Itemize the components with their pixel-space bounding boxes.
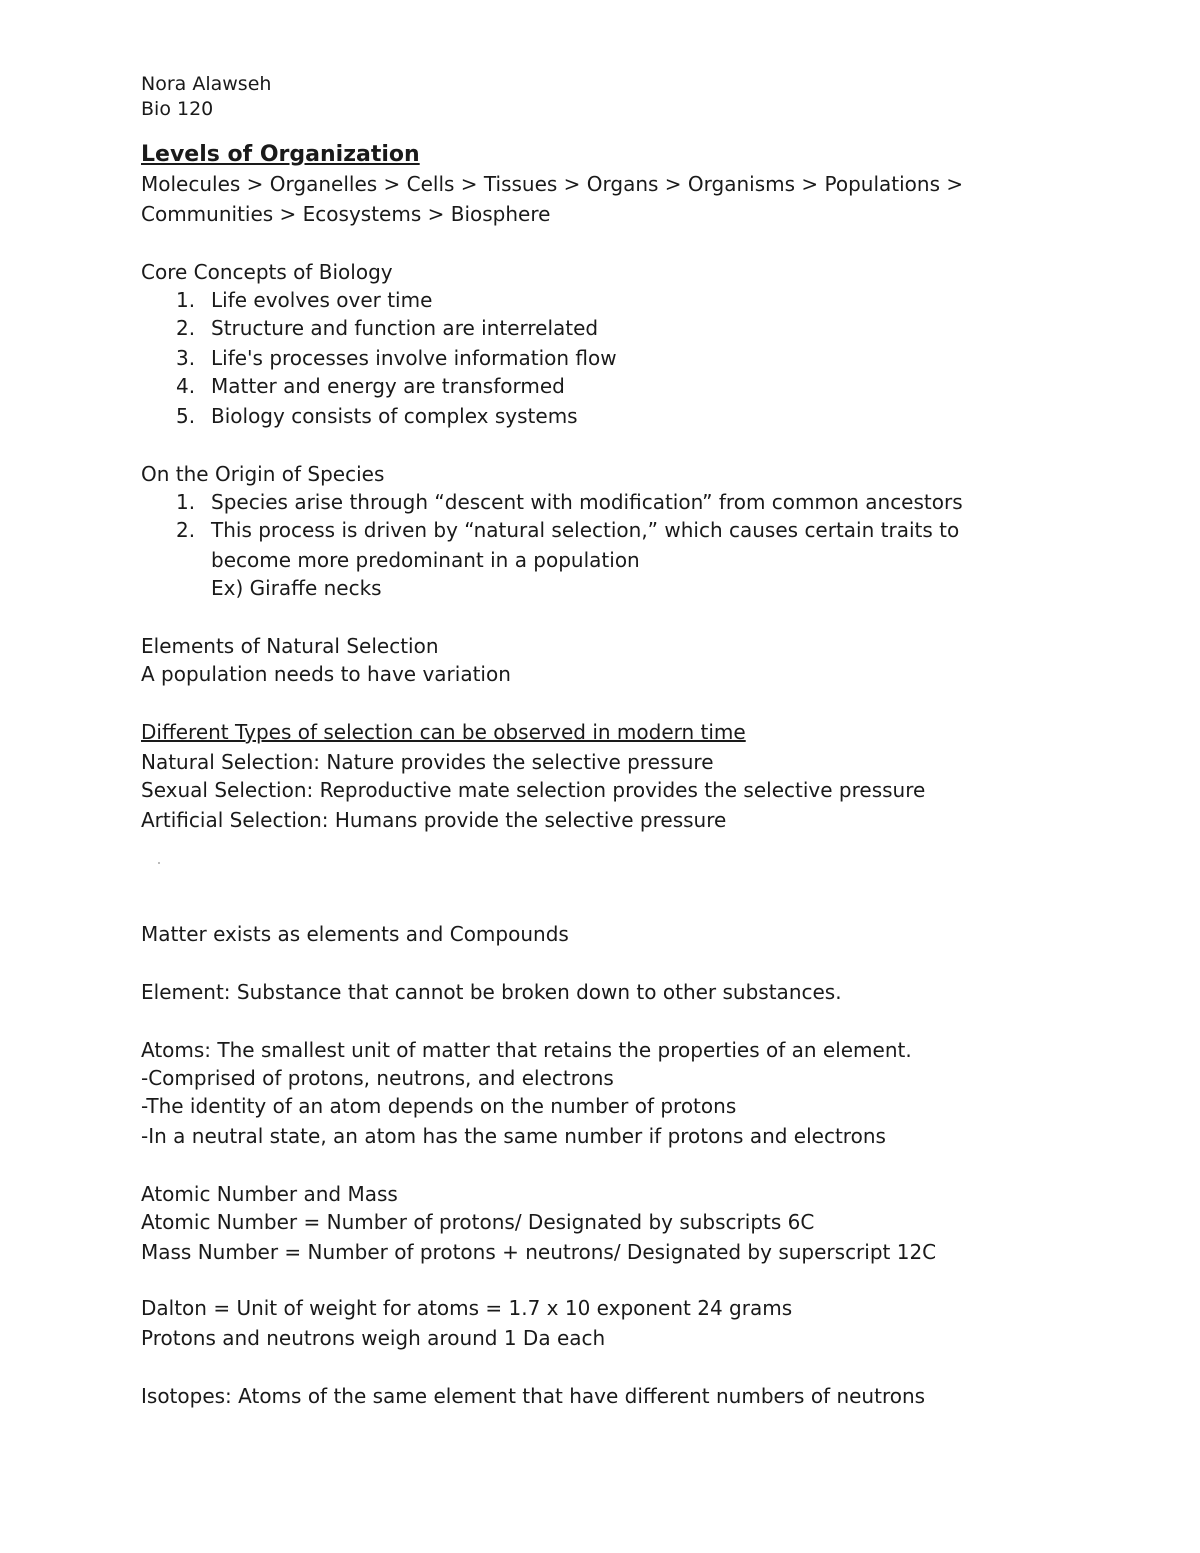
- levels-line-2: Communities > Ecosystems > Biosphere: [141, 202, 551, 226]
- dalton-line: Dalton = Unit of weight for atoms = 1.7 x 10 exponent 24 grams: [141, 1296, 793, 1320]
- atoms-bullet: -Comprised of protons, neutrons, and electrons: [141, 1066, 614, 1090]
- natural-selection-heading: Elements of Natural Selection: [141, 634, 439, 658]
- atomic-heading: Atomic Number and Mass: [141, 1182, 398, 1206]
- mass-number-line: Mass Number = Number of protons + neutrons/ Designated by superscript 12C: [141, 1240, 937, 1264]
- matter-line: Matter exists as elements and Compounds: [141, 922, 569, 946]
- origin-heading: On the Origin of Species: [141, 462, 385, 486]
- core-concept-number: 1.: [176, 288, 196, 312]
- origin-item-continuation: become more predominant in a population: [211, 548, 640, 572]
- natural-selection-definition: Natural Selection: Nature provides the selective pressure: [141, 750, 714, 774]
- core-concept-item: Biology consists of complex systems: [211, 404, 578, 428]
- natural-selection-line: A population needs to have variation: [141, 662, 511, 686]
- atoms-bullet: -The identity of an atom depends on the number of protons: [141, 1094, 737, 1118]
- sexual-selection-definition: Sexual Selection: Reproductive mate selection provides the selective pressure: [141, 778, 926, 802]
- origin-example: Ex) Giraffe necks: [211, 576, 382, 600]
- core-concept-number: 3.: [176, 346, 196, 370]
- atomic-number-line: Atomic Number = Number of protons/ Designated by subscripts 6C: [141, 1210, 815, 1234]
- section-title-levels: Levels of Organization: [141, 142, 420, 167]
- artificial-selection-definition: Artificial Selection: Humans provide the selective pressure: [141, 808, 727, 832]
- course-name: Bio 120: [141, 98, 214, 120]
- core-concept-number: 2.: [176, 316, 196, 340]
- core-concepts-heading: Core Concepts of Biology: [141, 260, 393, 284]
- dalton-weight-line: Protons and neutrons weigh around 1 Da each: [141, 1326, 606, 1350]
- core-concept-number: 4.: [176, 374, 196, 398]
- core-concept-number: 5.: [176, 404, 196, 428]
- element-definition: Element: Substance that cannot be broken down to other substances.: [141, 980, 842, 1004]
- origin-number: 1.: [176, 490, 196, 514]
- core-concept-item: Life evolves over time: [211, 288, 433, 312]
- levels-line-1: Molecules > Organelles > Cells > Tissues > Organs > Organisms > Populations >: [141, 172, 964, 196]
- selection-types-heading: Different Types of selection can be observed in modern time: [141, 720, 746, 744]
- author-name: Nora Alawseh: [141, 73, 272, 95]
- origin-number: 2.: [176, 518, 196, 542]
- core-concept-item: Matter and energy are transformed: [211, 374, 565, 398]
- core-concept-item: Life's processes involve information flow: [211, 346, 617, 370]
- stray-mark: [158, 862, 160, 864]
- origin-item: Species arise through “descent with modification” from common ancestors: [211, 490, 963, 514]
- atoms-definition: Atoms: The smallest unit of matter that retains the properties of an element.: [141, 1038, 912, 1062]
- atoms-bullet: -In a neutral state, an atom has the same number if protons and electrons: [141, 1124, 886, 1148]
- isotopes-definition: Isotopes: Atoms of the same element that have different numbers of neutrons: [141, 1384, 926, 1408]
- core-concept-item: Structure and function are interrelated: [211, 316, 599, 340]
- origin-item: This process is driven by “natural selection,” which causes certain traits to: [211, 518, 960, 542]
